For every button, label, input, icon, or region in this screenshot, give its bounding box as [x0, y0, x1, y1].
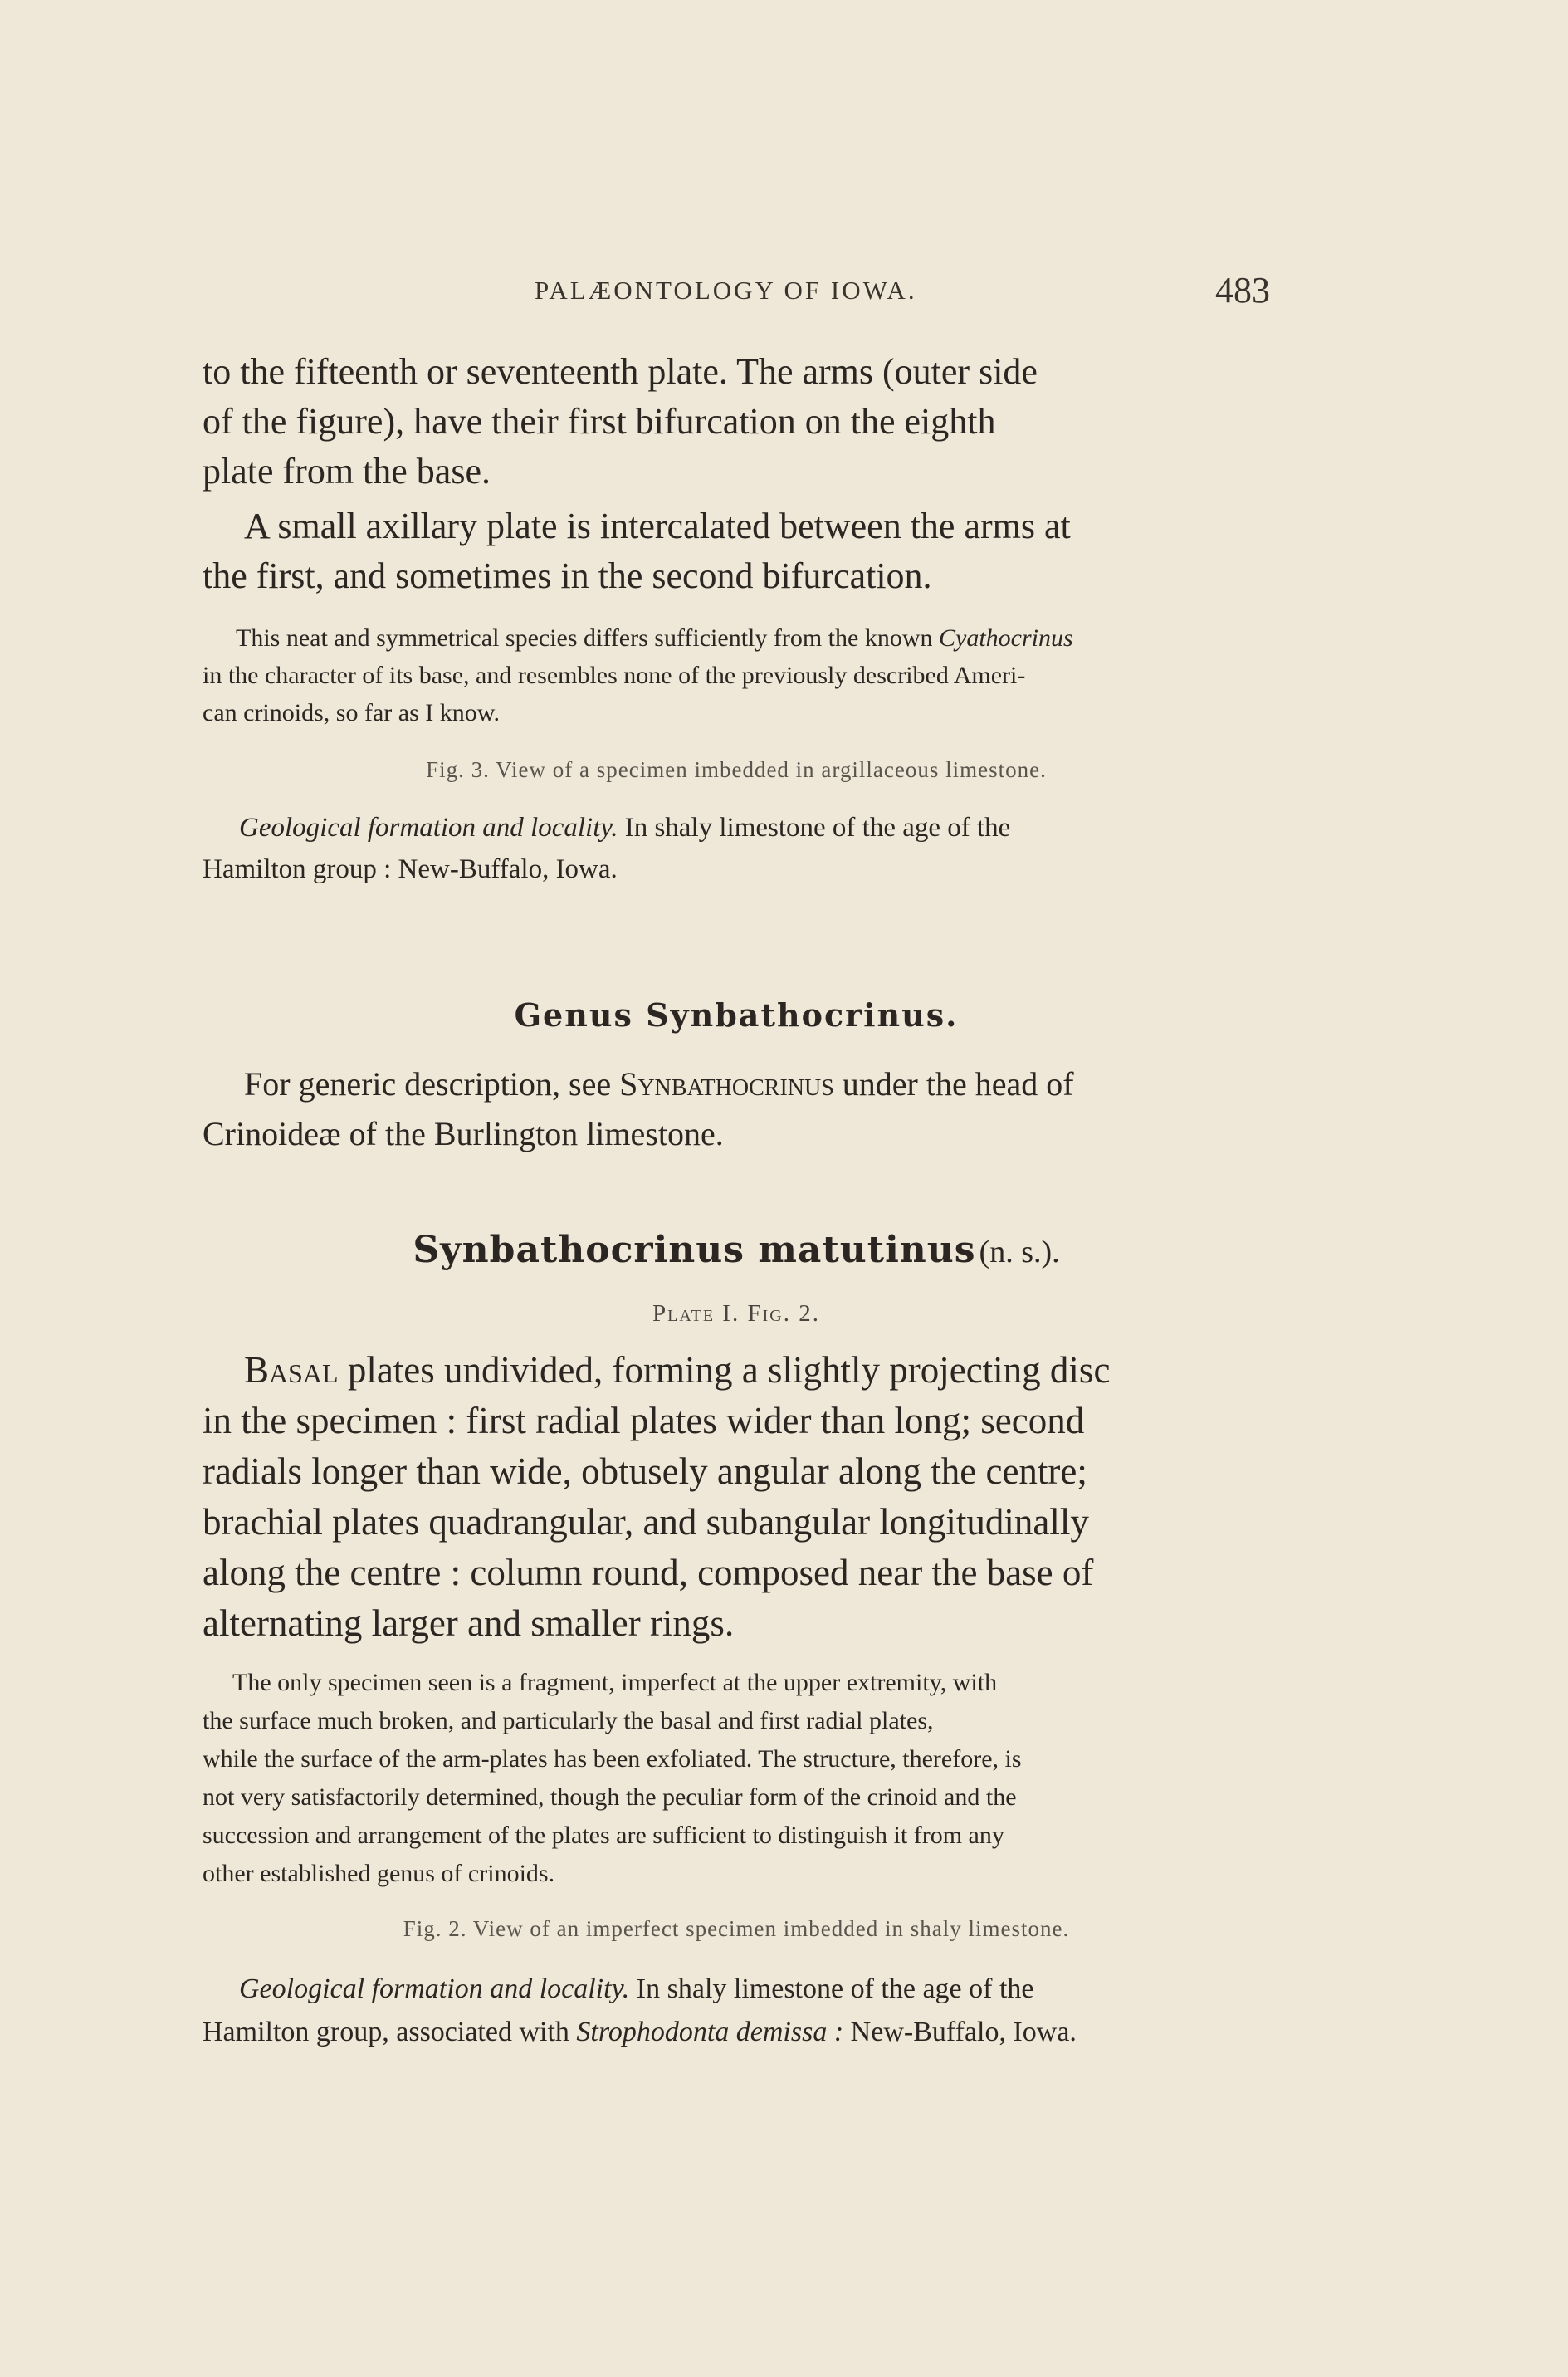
- plate-reference: Plate I. Fig. 2.: [652, 1300, 820, 1327]
- species-heading: [203, 1229, 1270, 1271]
- genus-name-italic: Cyathocrinus: [939, 624, 1073, 652]
- paragraph-continued: [203, 347, 1270, 496]
- species-italic: Strophodonta demissa :: [576, 2017, 844, 2047]
- text-line: alternating larger and smaller rings.: [203, 1602, 735, 1644]
- text-line: along the centre : column round, composed near the base of: [203, 1552, 1094, 1593]
- text-line: A small axillary plate is intercalated between the arms at: [244, 506, 1071, 546]
- species-description: [203, 1345, 1270, 1649]
- species-note: (n. s.).: [979, 1235, 1060, 1269]
- geological-formation: [203, 807, 1270, 890]
- page-number: 483: [1215, 270, 1270, 311]
- text-line: plate from the base.: [203, 451, 491, 492]
- text-line: Hamilton group, associated with Strophodonta demissa : New-Buffalo, Iowa.: [203, 2017, 1077, 2047]
- text-line: Geological formation and locality. In shaly limestone of the age of the: [239, 813, 1011, 843]
- geological-formation-2: [203, 1968, 1270, 2054]
- genus-name-smallcaps: Synbathocrinus: [619, 1065, 834, 1103]
- text-line: other established genus of crinoids.: [203, 1860, 555, 1887]
- species-name: Synbathocrinus matutinus: [413, 1229, 976, 1271]
- text-line: [203, 619, 1270, 657]
- paragraph-axillary: [203, 501, 1270, 601]
- figure-caption: Fig. 3. View of a specimen imbedded in argillaceous limestone.: [426, 757, 1047, 782]
- text-line: the surface much broken, and particularly the basal and first radial plates,: [203, 1707, 934, 1734]
- text-line: For generic description, see Synbathocrinus under the head of: [244, 1065, 1074, 1103]
- text-line: not very satisfactorily determined, though the peculiar form of the crinoid and the: [203, 1783, 1017, 1811]
- text-line: the first, and sometimes in the second bifurcation.: [203, 555, 932, 596]
- geo-label: Geological formation and locality.: [239, 813, 618, 843]
- text-line: Basal plates undivided, forming a slightly projecting disc: [244, 1349, 1111, 1391]
- remarks-text: This neat and symmetrical species differs sufficiently from the known: [236, 624, 933, 652]
- text-line: radials longer than wide, obtusely angular along the centre;: [203, 1450, 1087, 1492]
- genus-heading-text: Genus Synbathocrinus.: [514, 996, 959, 1034]
- text-line: to the fifteenth or seventeenth plate. The arms (outer side: [203, 351, 1038, 392]
- text-line: can crinoids, so far as I know.: [203, 699, 500, 726]
- running-title: PALÆONTOLOGY OF IOWA.: [535, 276, 917, 305]
- text-line: Hamilton group : New-Buffalo, Iowa.: [203, 854, 618, 884]
- remarks-paragraph-2: [203, 1664, 1270, 1893]
- figure-caption: Fig. 2. View of an imperfect specimen imbedded in shaly limestone.: [403, 1916, 1070, 1941]
- text-line: while the surface of the arm-plates has been exfoliated. The structure, therefore, is: [203, 1745, 1022, 1773]
- lead-word: Basal: [244, 1349, 339, 1391]
- text-line: The only specimen seen is a fragment, imperfect at the upper extremity, with: [232, 1669, 998, 1696]
- genus-description: [203, 1059, 1270, 1159]
- text-line: brachial plates quadrangular, and subangular longitudinally: [203, 1501, 1089, 1543]
- running-header: [203, 269, 1270, 319]
- text-line: Crinoideæ of the Burlington limestone.: [203, 1115, 724, 1152]
- geo-label: Geological formation and locality.: [239, 1973, 630, 2004]
- text-line: of the figure), have their first bifurcation on the eighth: [203, 401, 996, 442]
- genus-heading: [203, 996, 1270, 1034]
- text-line: Geological formation and locality. In shaly limestone of the age of the: [239, 1973, 1034, 2004]
- text-line: in the character of its base, and resembles none of the previously described Ameri-: [203, 662, 1026, 689]
- remarks-paragraph: [203, 619, 1270, 731]
- text-line: succession and arrangement of the plates are sufficient to distinguish it from any: [203, 1822, 1004, 1849]
- text-line: in the specimen : first radial plates wider than long; second: [203, 1400, 1085, 1441]
